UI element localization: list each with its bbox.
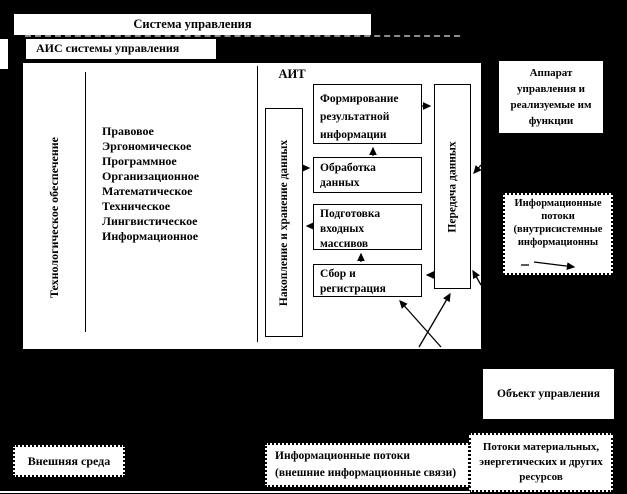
external-environment-label: Внешняя среда	[27, 453, 111, 468]
system-management-label: Система управления	[133, 17, 252, 31]
list-item: Техническое	[102, 199, 171, 213]
result-formation-label: Формирование результатной информации	[320, 93, 399, 141]
tech-support-vertical-label: Технологическое обеспечение	[46, 137, 61, 298]
resource-flows-box	[469, 433, 613, 492]
external-environment-box	[13, 445, 125, 477]
collection-registration-box	[313, 264, 422, 297]
left-edge-strip	[0, 39, 8, 69]
list-item: Математическое	[102, 184, 193, 198]
list-item: Организационное	[102, 169, 200, 183]
data-processing-box	[313, 157, 422, 193]
ait-label: АИТ	[278, 67, 306, 81]
control-object-label: Объект управления	[497, 388, 600, 400]
internal-info-flows-box	[503, 193, 613, 275]
storage-box: Накопление и хранение данных	[265, 108, 303, 337]
input-preparation-label: Подготовка входных массивов	[320, 208, 381, 250]
list-item: Программное	[102, 154, 177, 168]
bottom-baseline	[0, 491, 470, 493]
resource-flows-label: Потоки материальных, энергетических и других ресурсов	[479, 441, 603, 483]
system-management-box	[13, 13, 372, 36]
system-boundary-dashed-line	[25, 35, 460, 37]
divider-line-left	[85, 72, 86, 332]
control-object-box	[482, 368, 615, 420]
management-apparatus-box	[498, 60, 604, 134]
collection-registration-label: Сбор и регистрация	[320, 268, 386, 295]
list-item: Лингвистическое	[102, 214, 198, 228]
list-item: Эргономическое	[102, 139, 192, 153]
list-item: Правовое	[102, 124, 154, 138]
data-transfer-box: Передача данных	[434, 84, 471, 289]
external-info-flows-label: Информационные потоки (внешние информационные связи)	[275, 450, 457, 479]
list-item: Информационное	[102, 229, 199, 243]
input-preparation-box	[313, 204, 422, 250]
internal-info-flows-label: Информационные потоки (внутрисистемные информационны	[513, 198, 603, 248]
management-apparatus-label: Аппарат управления и реализуемые им функции	[510, 67, 592, 127]
data-processing-label: Обработка данных	[320, 162, 376, 189]
ais-label: АИС системы управления	[36, 41, 180, 55]
support-types-list	[102, 124, 252, 244]
divider-line-right	[257, 66, 258, 342]
external-info-flows-box	[265, 443, 470, 487]
ais-box	[25, 38, 217, 60]
result-formation-box	[313, 84, 422, 144]
